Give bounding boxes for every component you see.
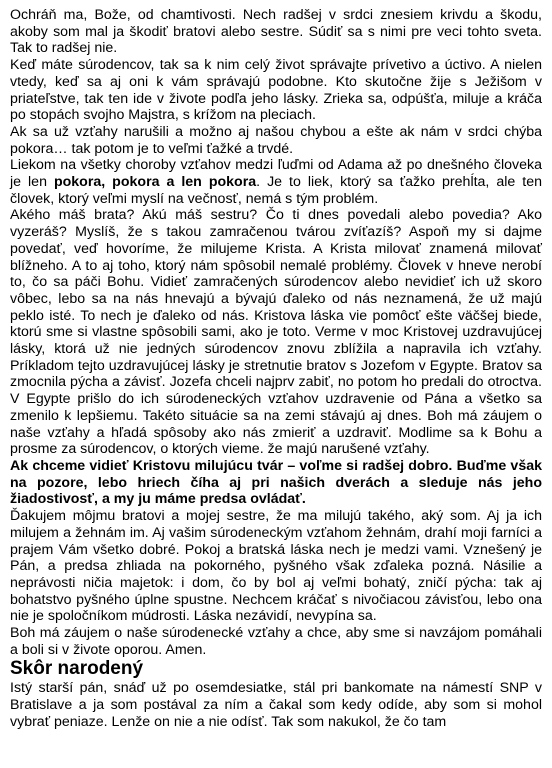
paragraph-6-bold: Ak chceme vidieť Kristovu milujúcu tvár – voľme si radšej dobro. Buďme však na pozore, lebo hriech číha aj pri našich dverách a sleduje nás jeho žiadostivosť, a my ju máme predsa ovládať. — [10, 457, 542, 508]
section-heading: Skôr narodený — [10, 658, 144, 680]
paragraph-8: Boh má záujem o naše súrodenecké vzťahy a chce, aby sme si navzájom pomáhali a boli si v živote oporou. Amen. — [10, 625, 542, 658]
paragraph-4 — [10, 157, 542, 207]
paragraph-4-after: . Je to liek, ktorý sa ťažko prehĺta, ale ten človek, ktorý veľmi myslí na večnosť, nemá s tým problém. — [10, 174, 542, 207]
paragraph-2: Keď máte súrodencov, tak sa k nim celý život správajte prívetivo a úctivo. A nielen vtedy, keď sa aj oni k vám správajú podobne. Kto skutočne žije s Ježišom v priateľstve, tak ten ide v živote podľa jeho lásky. Zrieka sa, odpúšťa, miluje a kráča po stopách svojho Majstra, s krížom na pleciach. — [10, 57, 542, 124]
paragraph-4-bold: pokora, pokora a len pokora — [53, 174, 257, 191]
paragraph-3: Ak sa už vzťahy narušili a možno aj našou chybou a ešte ak nám v srdci chýba pokora… tak potom je to veľmi ťažké a trvdé. — [10, 123, 542, 157]
paragraph-9: Istý starší pán, snáď už po osemdesiatke, stál pri bankomate na námestí SNP v Bratislave a ja som postával za ním a čakal som kedy odíde, aby som si mohol vybrať peniaze. Lenže on nie a nie odísť. Tak som nakukol, že čo tam — [10, 680, 542, 730]
paragraph-4-before: Liekom na všetky choroby vzťahov medzi ľuďmi od Adama až po dnešného človeka je len — [10, 157, 542, 191]
paragraph-5: Akého máš brata? Akú máš sestru? Čo ti dnes povedali alebo povedia? Ako vyzeráš? Myslíš, že s takou zamračenou tvárou zvíťazíš? Aspoň my si dajme povedať, veď hovoríme, že milujeme Krista. A Krista milovať znamená milovať blížneho. A to aj toho, ktorý nám spôsobil nemalé problémy. Človek v hneve nerobí to, čo sa páči Bohu. Vidieť zamračených súrodencov alebo nevidieť ich už skoro vôbec, lebo sa na nás hnevajú a bývajú ďaleko od nás neznamená, že už majú peklo isté. To nech je ďaleko od nás. Kristova láska vie pomôcť ešte väčšej biede, ktorú sme si vlastne spôsobili sami, ako je toto. Verme v moc Kristovej uzdravujúcej lásky, ktorá už nie jedných súrodencov znovu zblížila a napravila ich vzťahy. Príkladom tejto uzdravujúcej lásky je stretnutie bratov s Jozefom v Egypte. Bratov sa zmocnila pýcha a závisť. Jozefa chceli najprv zabiť, no potom ho predali do otroctva. V Egypte prišlo do ich súrodeneckých vzťahov uzdravenie od Pána a všetko sa zmenilo k lepšiemu. Takéto situácie sa na zemi stávajú aj dnes. Boh má záujem o naše vzťahy a hľadá spôsoby ako nás zmieriť a uzdraviť. Modlime sa k Bohu a prosme za súrodencov, o ktorých vieme. že majú narušené vzťahy. — [10, 207, 542, 458]
paragraph-1: Ochráň ma, Bože, od chamtivosti. Nech radšej v srdci znesiem krivdu a škodu, akoby som mal ja škodiť bratovi alebo sestre. Súdiť sa s nimi pre veci tohto sveta. Tak to radšej nie. — [10, 7, 542, 57]
paragraph-7: Ďakujem môjmu bratovi a mojej sestre, že ma milujú takého, aký som. Aj ja ich milujem a žehnám im. Aj vašim súrodeneckým vzťahom žehnám, drahí moji farníci a prajem Vám všetko dobré. Pokoj a bratská láska nech je medzi vami. Vznešený je Pán, a predsa zhliada na pokorného, pyšného však zďaleka pozná. Násilie a neprávosti ničia majetok: i dom, čo by bol aj veľmi bohatý, zničí pýcha: tak aj bohatstvo pyšného úplne spustne. Nechcem kráčať s nivočiacou závisťou, lebo ona nie je spoločníkom múdrosti. Láska nezávidí, nevypína sa. — [10, 508, 542, 625]
